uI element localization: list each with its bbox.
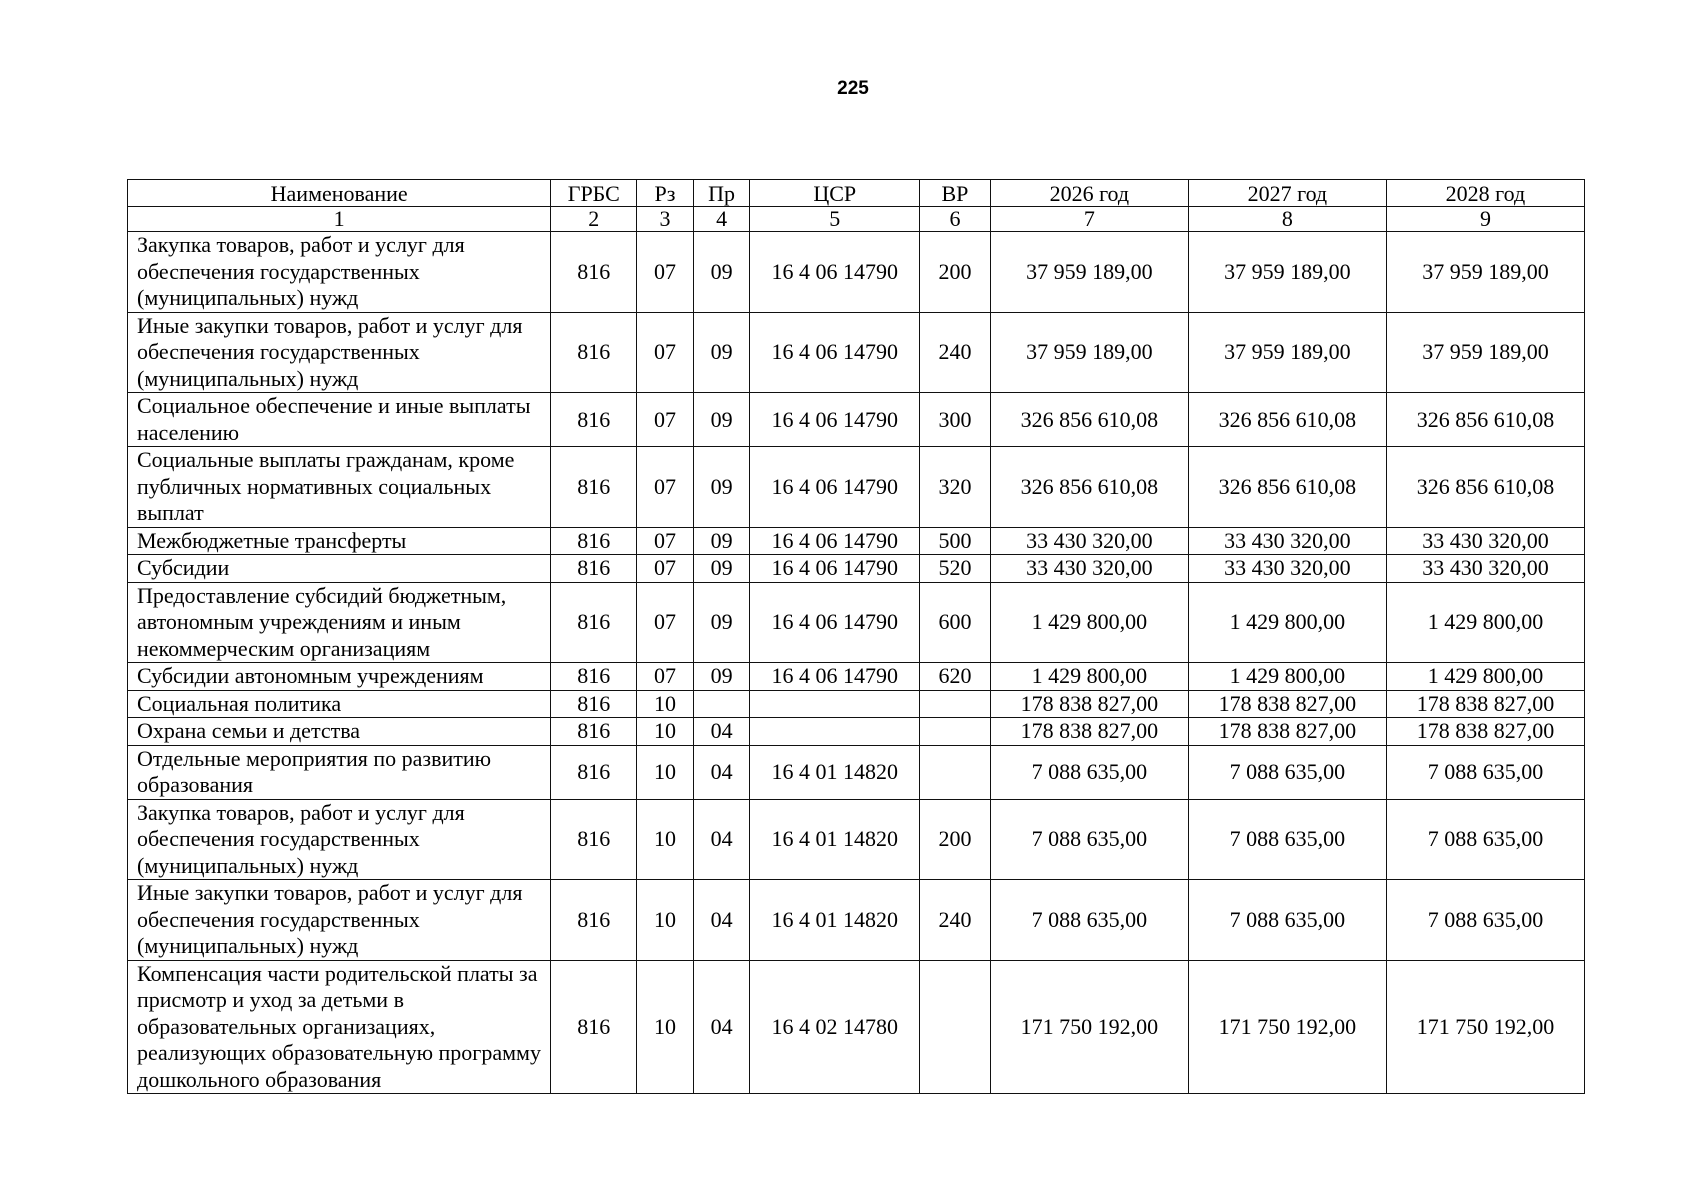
row-grbs: 816 bbox=[551, 663, 637, 691]
row-name: Компенсация части родительской платы за присмотр и уход за детьми в образовательных организациях, реализующих образовательную программу дошкольного образования bbox=[128, 960, 551, 1094]
row-csr: 16 4 01 14820 bbox=[750, 799, 920, 880]
header-grbs: ГРБС bbox=[551, 180, 637, 207]
row-grbs: 816 bbox=[551, 232, 637, 313]
row-amount-2026: 178 838 827,00 bbox=[990, 718, 1188, 746]
row-amount-2026: 7 088 635,00 bbox=[990, 799, 1188, 880]
row-csr bbox=[750, 690, 920, 718]
table-row bbox=[128, 232, 1585, 313]
row-grbs: 816 bbox=[551, 393, 637, 447]
row-name: Субсидии bbox=[128, 555, 551, 583]
row-csr: 16 4 02 14780 bbox=[750, 960, 920, 1094]
row-amount-2027: 37 959 189,00 bbox=[1188, 232, 1386, 313]
row-grbs: 816 bbox=[551, 690, 637, 718]
table-row bbox=[128, 393, 1585, 447]
row-amount-2027: 1 429 800,00 bbox=[1188, 663, 1386, 691]
row-pr: 04 bbox=[693, 718, 750, 746]
page-number: 225 bbox=[837, 78, 869, 99]
header-name: Наименование bbox=[128, 180, 551, 207]
row-grbs: 816 bbox=[551, 718, 637, 746]
column-number: 8 bbox=[1188, 207, 1386, 232]
row-amount-2028: 326 856 610,08 bbox=[1386, 393, 1584, 447]
header-pr: Пр bbox=[693, 180, 750, 207]
table-row bbox=[128, 718, 1585, 746]
row-name: Отдельные мероприятия по развитию образования bbox=[128, 745, 551, 799]
row-amount-2028: 37 959 189,00 bbox=[1386, 232, 1584, 313]
row-vr: 240 bbox=[920, 312, 991, 393]
row-rz: 10 bbox=[637, 690, 694, 718]
row-csr: 16 4 06 14790 bbox=[750, 582, 920, 663]
row-amount-2027: 178 838 827,00 bbox=[1188, 718, 1386, 746]
row-amount-2026: 7 088 635,00 bbox=[990, 880, 1188, 961]
row-name: Иные закупки товаров, работ и услуг для обеспечения государственных (муниципальных) нужд bbox=[128, 312, 551, 393]
row-vr bbox=[920, 745, 991, 799]
row-amount-2027: 1 429 800,00 bbox=[1188, 582, 1386, 663]
column-number: 7 bbox=[990, 207, 1188, 232]
table-row bbox=[128, 555, 1585, 583]
row-amount-2026: 33 430 320,00 bbox=[990, 555, 1188, 583]
row-pr: 09 bbox=[693, 582, 750, 663]
header-2028: 2028 год bbox=[1386, 180, 1584, 207]
row-vr bbox=[920, 718, 991, 746]
header-vr: ВР bbox=[920, 180, 991, 207]
row-amount-2026: 1 429 800,00 bbox=[990, 582, 1188, 663]
row-vr: 520 bbox=[920, 555, 991, 583]
table-row bbox=[128, 799, 1585, 880]
row-csr: 16 4 01 14820 bbox=[750, 880, 920, 961]
row-pr: 09 bbox=[693, 393, 750, 447]
header-2027: 2027 год bbox=[1188, 180, 1386, 207]
row-amount-2027: 326 856 610,08 bbox=[1188, 447, 1386, 528]
row-amount-2028: 178 838 827,00 bbox=[1386, 718, 1584, 746]
table-row bbox=[128, 690, 1585, 718]
row-csr: 16 4 06 14790 bbox=[750, 232, 920, 313]
table-row bbox=[128, 960, 1585, 1094]
row-amount-2028: 7 088 635,00 bbox=[1386, 745, 1584, 799]
row-amount-2028: 1 429 800,00 bbox=[1386, 663, 1584, 691]
row-name: Социальные выплаты гражданам, кроме публичных нормативных социальных выплат bbox=[128, 447, 551, 528]
row-name: Социальная политика bbox=[128, 690, 551, 718]
row-rz: 07 bbox=[637, 663, 694, 691]
row-rz: 10 bbox=[637, 880, 694, 961]
row-name: Субсидии автономным учреждениям bbox=[128, 663, 551, 691]
row-pr: 04 bbox=[693, 745, 750, 799]
row-grbs: 816 bbox=[551, 799, 637, 880]
row-vr: 620 bbox=[920, 663, 991, 691]
row-grbs: 816 bbox=[551, 880, 637, 961]
column-number: 5 bbox=[750, 207, 920, 232]
row-vr: 200 bbox=[920, 799, 991, 880]
row-amount-2026: 171 750 192,00 bbox=[990, 960, 1188, 1094]
row-name: Предоставление субсидий бюджетным, автономным учреждениям и иным некоммерческим организациям bbox=[128, 582, 551, 663]
row-amount-2028: 178 838 827,00 bbox=[1386, 690, 1584, 718]
row-name: Социальное обеспечение и иные выплаты населению bbox=[128, 393, 551, 447]
row-csr: 16 4 06 14790 bbox=[750, 393, 920, 447]
row-vr bbox=[920, 960, 991, 1094]
row-amount-2027: 33 430 320,00 bbox=[1188, 555, 1386, 583]
row-rz: 07 bbox=[637, 582, 694, 663]
row-amount-2026: 33 430 320,00 bbox=[990, 527, 1188, 555]
row-grbs: 816 bbox=[551, 745, 637, 799]
row-amount-2028: 326 856 610,08 bbox=[1386, 447, 1584, 528]
row-vr: 600 bbox=[920, 582, 991, 663]
row-vr: 240 bbox=[920, 880, 991, 961]
row-amount-2026: 37 959 189,00 bbox=[990, 232, 1188, 313]
row-amount-2028: 7 088 635,00 bbox=[1386, 880, 1584, 961]
table-row bbox=[128, 312, 1585, 393]
row-pr: 09 bbox=[693, 527, 750, 555]
row-amount-2028: 171 750 192,00 bbox=[1386, 960, 1584, 1094]
row-rz: 07 bbox=[637, 527, 694, 555]
header-csr: ЦСР bbox=[750, 180, 920, 207]
column-number: 4 bbox=[693, 207, 750, 232]
row-amount-2028: 37 959 189,00 bbox=[1386, 312, 1584, 393]
row-name: Охрана семьи и детства bbox=[128, 718, 551, 746]
row-pr: 04 bbox=[693, 960, 750, 1094]
header-rz: Рз bbox=[637, 180, 694, 207]
row-amount-2026: 37 959 189,00 bbox=[990, 312, 1188, 393]
row-csr bbox=[750, 718, 920, 746]
row-pr: 09 bbox=[693, 447, 750, 528]
row-amount-2028: 33 430 320,00 bbox=[1386, 555, 1584, 583]
row-vr bbox=[920, 690, 991, 718]
row-rz: 10 bbox=[637, 718, 694, 746]
row-amount-2027: 7 088 635,00 bbox=[1188, 880, 1386, 961]
row-amount-2027: 33 430 320,00 bbox=[1188, 527, 1386, 555]
row-amount-2027: 171 750 192,00 bbox=[1188, 960, 1386, 1094]
row-amount-2027: 7 088 635,00 bbox=[1188, 745, 1386, 799]
row-csr: 16 4 06 14790 bbox=[750, 663, 920, 691]
row-amount-2028: 1 429 800,00 bbox=[1386, 582, 1584, 663]
row-amount-2026: 326 856 610,08 bbox=[990, 393, 1188, 447]
row-pr: 09 bbox=[693, 663, 750, 691]
table-row bbox=[128, 582, 1585, 663]
row-csr: 16 4 06 14790 bbox=[750, 447, 920, 528]
row-rz: 10 bbox=[637, 799, 694, 880]
row-pr: 09 bbox=[693, 555, 750, 583]
row-pr bbox=[693, 690, 750, 718]
row-name: Иные закупки товаров, работ и услуг для обеспечения государственных (муниципальных) нужд bbox=[128, 880, 551, 961]
row-grbs: 816 bbox=[551, 527, 637, 555]
row-amount-2026: 178 838 827,00 bbox=[990, 690, 1188, 718]
row-grbs: 816 bbox=[551, 447, 637, 528]
row-name: Межбюджетные трансферты bbox=[128, 527, 551, 555]
row-rz: 10 bbox=[637, 745, 694, 799]
row-amount-2027: 7 088 635,00 bbox=[1188, 799, 1386, 880]
row-rz: 10 bbox=[637, 960, 694, 1094]
row-rz: 07 bbox=[637, 447, 694, 528]
row-grbs: 816 bbox=[551, 582, 637, 663]
row-amount-2028: 7 088 635,00 bbox=[1386, 799, 1584, 880]
table-row bbox=[128, 527, 1585, 555]
row-grbs: 816 bbox=[551, 312, 637, 393]
row-amount-2026: 7 088 635,00 bbox=[990, 745, 1188, 799]
table-row bbox=[128, 663, 1585, 691]
column-number: 9 bbox=[1386, 207, 1584, 232]
row-rz: 07 bbox=[637, 393, 694, 447]
row-vr: 200 bbox=[920, 232, 991, 313]
table-row bbox=[128, 745, 1585, 799]
table-row bbox=[128, 447, 1585, 528]
table-row bbox=[128, 880, 1585, 961]
row-amount-2027: 326 856 610,08 bbox=[1188, 393, 1386, 447]
column-number: 6 bbox=[920, 207, 991, 232]
row-name: Закупка товаров, работ и услуг для обеспечения государственных (муниципальных) нужд bbox=[128, 232, 551, 313]
header-2026: 2026 год bbox=[990, 180, 1188, 207]
row-amount-2026: 326 856 610,08 bbox=[990, 447, 1188, 528]
row-pr: 09 bbox=[693, 312, 750, 393]
row-amount-2028: 33 430 320,00 bbox=[1386, 527, 1584, 555]
row-csr: 16 4 01 14820 bbox=[750, 745, 920, 799]
row-vr: 320 bbox=[920, 447, 991, 528]
row-rz: 07 bbox=[637, 555, 694, 583]
row-amount-2027: 37 959 189,00 bbox=[1188, 312, 1386, 393]
budget-table bbox=[127, 179, 1585, 1094]
row-rz: 07 bbox=[637, 232, 694, 313]
column-number: 1 bbox=[128, 207, 551, 232]
row-csr: 16 4 06 14790 bbox=[750, 312, 920, 393]
row-grbs: 816 bbox=[551, 960, 637, 1094]
row-csr: 16 4 06 14790 bbox=[750, 527, 920, 555]
row-vr: 500 bbox=[920, 527, 991, 555]
row-pr: 04 bbox=[693, 799, 750, 880]
row-pr: 09 bbox=[693, 232, 750, 313]
column-number: 2 bbox=[551, 207, 637, 232]
row-amount-2026: 1 429 800,00 bbox=[990, 663, 1188, 691]
column-numbers-row bbox=[128, 207, 1585, 232]
row-vr: 300 bbox=[920, 393, 991, 447]
row-csr: 16 4 06 14790 bbox=[750, 555, 920, 583]
row-pr: 04 bbox=[693, 880, 750, 961]
row-name: Закупка товаров, работ и услуг для обеспечения государственных (муниципальных) нужд bbox=[128, 799, 551, 880]
column-number: 3 bbox=[637, 207, 694, 232]
row-rz: 07 bbox=[637, 312, 694, 393]
header-row bbox=[128, 180, 1585, 207]
row-grbs: 816 bbox=[551, 555, 637, 583]
row-amount-2027: 178 838 827,00 bbox=[1188, 690, 1386, 718]
